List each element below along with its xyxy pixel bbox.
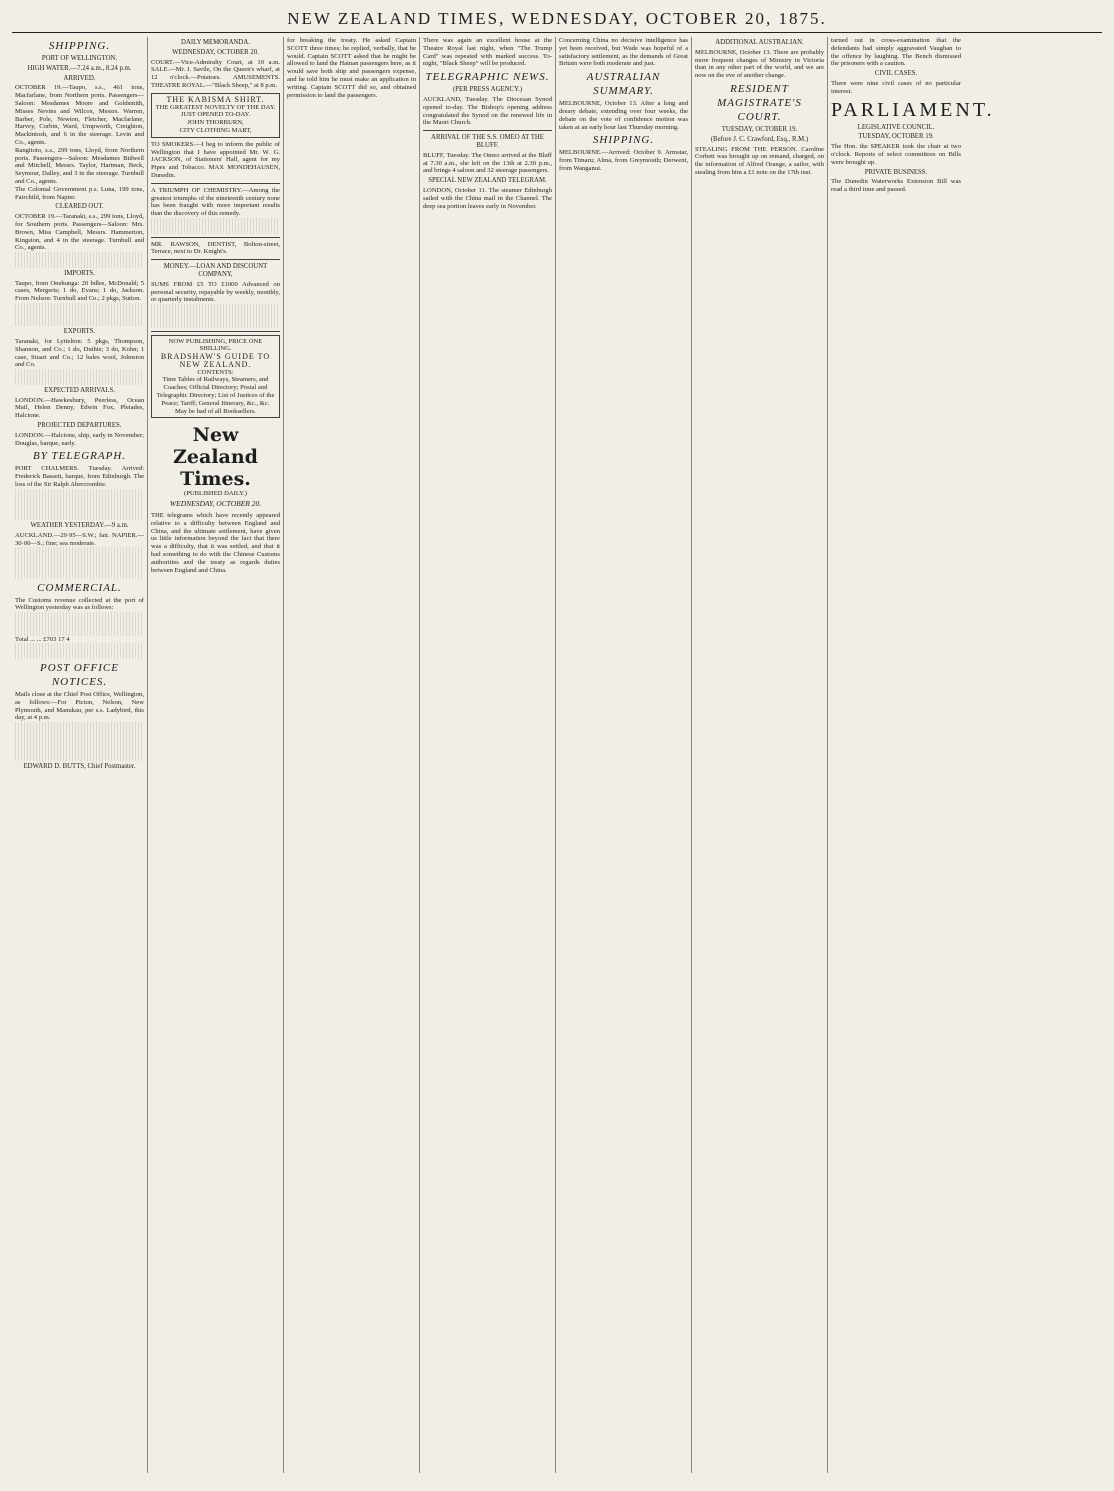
commercial-heading: COMMERCIAL. <box>37 581 122 594</box>
shipping-heading: SHIPPING. <box>48 40 111 52</box>
flag-subtitle: (PUBLISHED DAILY.) <box>184 490 247 498</box>
filler-line <box>15 746 144 754</box>
filler-line <box>15 563 144 571</box>
court-text: STEALING FROM THE PERSON. Caroline Corbett was brought up on remand, charged, on the information of Alfred Orange, a sailor, with stealing from him a £1 note on the 17th inst. <box>695 145 824 176</box>
civil-cases-text: There were nine civil cases of no particular interest. <box>831 79 961 95</box>
column-7 <box>828 37 995 1473</box>
post-office-heading: POST OFFICE NOTICES. <box>40 661 119 688</box>
customs-total: Total ... ... £703 17 4 <box>15 635 70 643</box>
flag-date: WEDNESDAY, OCTOBER 20. <box>169 499 262 509</box>
advert-shirt-place: CITY CLOTHING MART, <box>179 126 252 134</box>
shipping-text-2: MELBOURNE.—Arrived: October 9. Armstar, from Timaru; Alma, from Greymouth; Derwent, from Wanganui. <box>559 149 688 172</box>
editorial-text: THE telegrams which have recently appeared relative to a difficulty between England and China, and the ultimate settlement, have given us little information beyond the fact that there was a difficulty, that it was settled, and that it had something to do with the Chinese Customs authorities and the treaty as regards duties between England and China. <box>151 512 280 574</box>
filler-line <box>151 218 280 226</box>
newspaper-page <box>12 6 1102 1476</box>
private-business-text: The Dunedin Waterworks Extension Bill was read a third time and passed. <box>831 178 961 194</box>
omeo-heading: ARRIVAL OF THE S.S. OMEO AT THE BLUFF. <box>431 134 544 149</box>
additional-australian-heading: ADDITIONAL AUSTRALIAN. <box>715 39 804 46</box>
filler-line <box>15 555 144 563</box>
exports-heading: EXPORTS. <box>63 328 96 336</box>
newspaper-flag: New Zealand Times. <box>173 424 258 491</box>
filler-line <box>15 571 144 579</box>
advert-loan-text: SUMS FROM £5 TO £1000 Advanced on personal security, repayable by weekly, monthly, or quarterly instalments. <box>151 280 280 304</box>
weather-text: AUCKLAND.—29·95—S.W.; fair. NAPIER.—30·00—S.; fine; sea moderate. <box>15 531 144 547</box>
advert-bradshaw-name: BRADSHAW'S GUIDE TO NEW ZEALAND. <box>160 352 271 369</box>
arrivals-text-1: OCTOBER 19.—Taupo, s.s., 461 tons, Macfarlane, from Northern ports. Passengers—Saloon: Mesdames Moore and Goldsmith, Misses Nevins and Wilcox, Messrs. Warren, Barber, Pole, Newton, Fletcher, Macfarlane, Harvey, Corbin, Ward, Umpworth, Creighton, Mackintosh, and 6 in the steerage. Levin and Co., agents. <box>15 84 144 146</box>
imports-heading: IMPORTS. <box>64 269 95 277</box>
weather-heading: WEATHER YESTERDAY.—9 a.m. <box>30 522 129 530</box>
cleared-text: OCTOBER 19.—Taranaki, s.s., 299 tons, Lloyd, for Southern ports. Passengers—Saloon: Mrs. Brown, Miss Campbell, Messrs. Hammerton, Kingston, and 4 in the steerage. Turnbull and Co., agents. <box>15 213 144 252</box>
legislative-council-heading: LEGISLATIVE COUNCIL. <box>857 123 935 131</box>
advert-shirt-line2: JUST OPENED TO-DAY. <box>180 111 251 119</box>
cleared-heading: CLEARED OUT. <box>55 203 104 211</box>
telegraphic-text: AUCKLAND, Tuesday. The Diocesan Synod opened to-day. The Bishop's opening address congratulated the Synod on the renewed life in the Maori Church. <box>423 95 552 127</box>
advert-bradshaw-contents: CONTENTS: <box>197 368 234 376</box>
column-2 <box>148 37 284 1473</box>
filler-line <box>15 722 144 730</box>
theatre-text: There was again an excellent house at the Theatre Royal last night, when "The Trump Card" was repeated with marked success. To-night, "Black Sheep" will be produced. <box>423 37 552 68</box>
divider <box>151 331 280 332</box>
special-telegram-text: LONDON, October 11. The steamer Edinburgh sailed with the China mail in the Channel. The deep sea portion leaves early in November. <box>423 186 552 210</box>
filler-line <box>15 612 144 620</box>
customs-text: The Customs revenue collected at the port of Wellington yesterday was as follows: <box>15 596 144 612</box>
filler-line <box>15 643 144 651</box>
filler-line <box>15 260 144 268</box>
filler-line <box>151 312 280 320</box>
memoranda-date: WEDNESDAY, OCTOBER 20. <box>172 48 259 56</box>
by-telegraph-heading: BY TELEGRAPH. <box>32 450 127 463</box>
filler-line <box>151 226 280 234</box>
press-agency-note: (PER PRESS AGENCY.) <box>452 86 523 94</box>
postmaster-signature: EDWARD D. BUTTS, Chief Postmaster. <box>23 763 136 771</box>
legislative-council-text: The Hon. the SPEAKER took the chair at two o'clock. Reports of select committees on Bills were brought up. <box>831 143 961 166</box>
filler-line <box>15 504 144 512</box>
additional-australian-text: MELBOURNE, October 13. There are probably more frequent changes of Ministry in Victoria than in any other part of the world, and we are now on the eve of another change. <box>695 48 824 80</box>
filler-line <box>15 497 144 505</box>
arrived-heading: ARRIVED. <box>63 74 96 82</box>
advert-shirt-title: THE KABISMA SHIRT. <box>166 94 265 104</box>
article-text: for breaking the treaty. He asked Captain SCOTT three times; he replied, verbally, that he would. Captain SCOTT asked that he might be allowed to land the Hainan passengers here, as it would save both ship and passengers expense, and he told him he must make an application in writing. Captain SCOTT did so, and obtained permission to land the passengers. <box>287 37 416 99</box>
telegraph-text: PORT CHALMERS. Tuesday. Arrived: Frederick Bassett, barque, from Edinburgh. The loss of the Sir Ralph Abercrombie. <box>15 465 144 489</box>
columns <box>12 37 1102 1473</box>
column-1 <box>12 37 148 1473</box>
filler-line <box>15 547 144 555</box>
departures-heading: PROJECTED DEPARTURES. <box>37 422 122 430</box>
filler-line <box>15 620 144 628</box>
legislative-council-date: TUESDAY, OCTOBER 19. <box>858 133 934 141</box>
court-continued-text: turned out in cross-examination that the defendants had simply aggravated Vaughan to the offence by laughing. The Bench dismissed the prisoners with a caution. <box>831 37 961 68</box>
filler-line <box>15 303 144 311</box>
divider <box>151 237 280 238</box>
private-business-heading: PRIVATE BUSINESS. <box>864 168 928 176</box>
memoranda-heading: DAILY MEMORANDA. <box>181 39 250 46</box>
filler-line <box>15 252 144 260</box>
magistrates-court-heading: RESIDENT MAGISTRATE'S COURT. <box>717 82 802 123</box>
advert-shirt-line: THE GREATEST NOVELTY OF THE DAY. <box>155 103 276 111</box>
filler-line <box>15 489 144 497</box>
advert-dentist: MR. RAWSON, DENTIST, Bolton-street, Terrace, next to Dr. Knight's. <box>151 240 280 256</box>
filler-line <box>151 304 280 312</box>
memoranda-text: COURT.—Vice-Admiralty Court, at 10 a.m. SALE.—Mr. J. Savile, On the Queen's wharf, at 12 o'clock.—Potatoes. AMUSEMENTS. THEATRE ROYAL.—"Black Sheep," at 8 p.m. <box>151 58 280 89</box>
divider <box>151 259 280 260</box>
china-text: Concerning China no decisive intelligence has yet been received, but Wade was hopeful of a satisfactory settlement, as the demands of Great Britain were both moderate and just. <box>559 37 688 68</box>
imports-text: Taupo, from Onehunga: 20 bdles, McDonald; 5 cases, Mergerts; 1 do, Evans; 1 do, Jackson. From Nelson: Turnbull and Co.; 2 pkgs, Sutton. <box>15 279 144 303</box>
post-office-text: Mails close at the Chief Post Office, Wellington, as follows:—For Picton, Nelson, New Plymouth, and Manukau, per s.s. Ladybird, this day, at 4 p.m. <box>15 690 144 722</box>
column-5 <box>556 37 692 1473</box>
departures-text: LONDON.—Halcione, ship, early in November; Douglas, barque, early. <box>15 431 144 447</box>
filler-line <box>15 730 144 738</box>
expected-heading: EXPECTED ARRIVALS. <box>44 386 115 394</box>
filler-line <box>15 753 144 761</box>
court-date: TUESDAY, OCTOBER 19. <box>721 125 798 133</box>
expected-text: LONDON.—Hawkesbury, Peerless, Ocean Mail, Helen Denny, Edwin Fox, Pleiades, Halcione. <box>15 396 144 420</box>
filler-line <box>15 319 144 327</box>
advert-smokers: TO SMOKERS.—I beg to inform the public of Wellington that I have appointed Mr. W. G. JACKSON, of Stationers' Hall, agent for my Pipes and Tobacco. MAX MONDEHAUSEN, Dunedin. <box>151 140 280 179</box>
omeo-text: BLUFF, Tuesday. The Omeo arrived at the Bluff at 7.30 a.m., she left on the 13th at 2.30 p.m., and brings 4 saloon and 32 steerage passengers. <box>423 151 552 175</box>
filler-line <box>15 651 144 659</box>
filler-line <box>151 320 280 328</box>
telegraphic-news-heading: TELEGRAPHIC NEWS. <box>425 71 550 84</box>
filler-line <box>15 311 144 319</box>
filler-line <box>15 628 144 636</box>
advert-shirt-name: JOHN THORBURN, <box>187 119 244 127</box>
shipping-heading-2: SHIPPING. <box>592 134 655 147</box>
arrivals-text-3: The Colonial Government p.s. Luna, 199 tons, Fairchild, from Napier. <box>15 185 144 201</box>
filler-line <box>15 377 144 385</box>
court-magistrate: (Before J. C. Crawford, Esq., R.M.) <box>710 135 809 143</box>
divider <box>423 130 552 131</box>
parliament-heading: PARLIAMENT. <box>831 98 995 121</box>
filler-line <box>15 512 144 520</box>
advert-bradshaw-sold: May be had of all Booksellers. <box>175 407 256 415</box>
port-heading: PORT OF WELLINGTON. <box>41 55 118 62</box>
advert-chemistry: A TRIUMPH OF CHEMISTRY.—Among the greatest triumphs of the nineteenth century none has been fraught with more important results than the discovery of this remedy. <box>151 186 280 218</box>
australian-summary-text: MELBOURNE, October 13. After a long and dreary debate, extending over four weeks, the debate on the vote of confidence motion was taken at an early hour last Thursday morning. <box>559 100 688 131</box>
column-3 <box>284 37 420 1473</box>
page-masthead: NEW ZEALAND TIMES, WEDNESDAY, OCTOBER 20, 1875. <box>12 6 1102 33</box>
column-6 <box>692 37 828 1473</box>
advert-bradshaw-title: NOW PUBLISHING, PRICE ONE SHILLING. <box>168 337 263 353</box>
advert-bradshaw <box>151 335 280 419</box>
advert-bradshaw-text: Time Tables of Railways, Steamers, and Coaches; Official Directory; Postal and Telegraphic Directory; List of Justices of the Peace; Tariff; General Itinerary, &c., &c. <box>156 376 275 407</box>
arrivals-text-2: Rangitoto, s.s., 299 tons, Lloyd, from Northern ports. Passengers—Saloon: Mesdames Bidwell and Mitchell, Messrs. Taylor, Hartman, Beck, Seymour, Dalley, and 3 in the steerage. Turnbull and Co., agents. <box>15 146 144 185</box>
filler-line <box>15 738 144 746</box>
column-4 <box>420 37 556 1473</box>
special-telegram-heading: SPECIAL NEW ZEALAND TELEGRAM. <box>428 177 547 185</box>
high-water: HIGH WATER.—7.24 a.m., 8.24 p.m. <box>27 64 132 72</box>
filler-line <box>15 369 144 377</box>
civil-cases-heading: CIVIL CASES. <box>874 70 918 78</box>
australian-summary-heading: AUSTRALIAN SUMMARY. <box>586 71 661 98</box>
advert-shirt <box>151 93 280 138</box>
divider <box>151 183 280 184</box>
advert-loan-title: MONEY.—LOAN AND DISCOUNT COMPANY, <box>163 263 268 278</box>
exports-text: Taranaki, for Lyttelton: 5 pkgs, Thompson, Shannon, and Co.; 1 do, Duthie; 3 do, Kohn; 1 case, Stuart and Co.; 12 bales wool, Johnston and Co. <box>15 338 144 369</box>
